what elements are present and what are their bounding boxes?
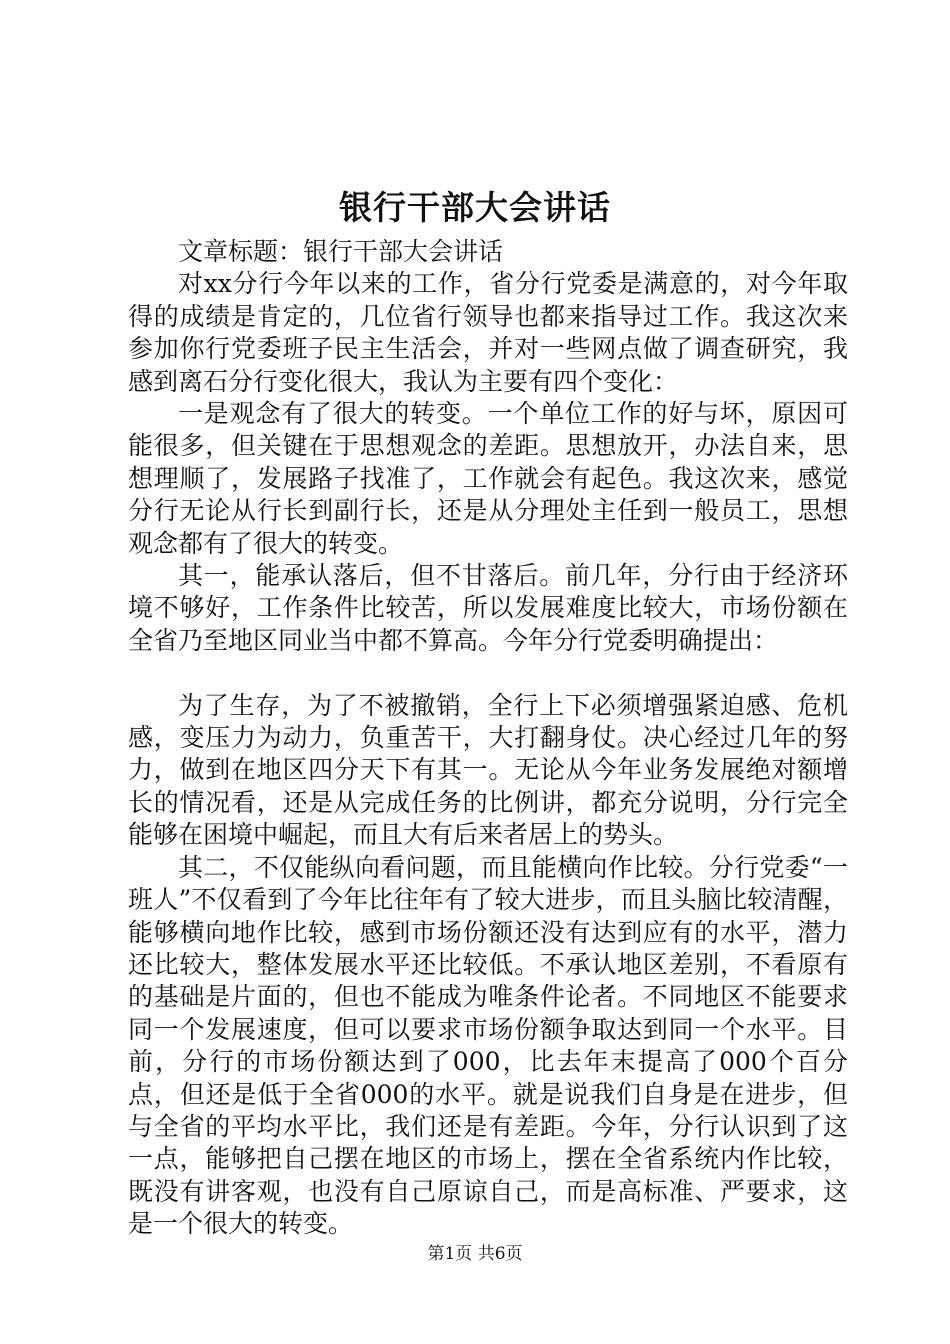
document-body [128, 236, 848, 1241]
paragraph-survival: 为了生存，为了不被撤销，全行上下必须增强紧迫感、危机感，变压力为动力，负重苦干，大打翻身仗。决心经过几年的努力，做到在地区四分天下有其一。无论从今年业务发展绝对额增长的情况看，还是从完成任务的比例讲，都充分说明，分行完全能够在困境中崛起，而且大有后来者居上的势头。 [128, 690, 848, 850]
paragraph-intro: 对xx分行今年以来的工作，省分行党委是满意的，对今年取得的成绩是肯定的，几位省行领导也都来指导过工作。我这次来参加你行党委班子民主生活会，并对一些网点做了调查研究，我感到离石分行变化很大，我认为主要有四个变化： [128, 269, 848, 396]
article-title-line: 文章标题：银行干部大会讲话 [178, 237, 504, 266]
document-title: 银行干部大会讲话 [339, 188, 611, 227]
page-number-footer: 第1页 共6页 [427, 1244, 523, 1264]
paragraph-point-two: 其二，不仅能纵向看问题，而且能横向作比较。分行党委“一班人”不仅看到了今年比往年有了较大进步，而且头脑比较清醒，能够横向地作比较，感到市场份额还没有达到应有的水平，潜力还比较大，整体发展水平还比较低。不承认地区差别，不看原有的基础是片面的，但也不能成为唯条件论者。不同地区不能要求同一个发展速度，但可以要求市场份额争取达到同一个水平。目前，分行的市场份额达到了000，比去年末提高了000个百分点，但还是低于全省000的水平。就是说我们自身是在进步，但与全省的平均水平比，我们还是有差距。今年，分行认识到了这一点，能够把自己摆在地区的市场上，摆在全省系统内作比较，既没有讲客观，也没有自己原谅自己，而是高标准、严要求，这是一个很大的转变。 [128, 852, 848, 1239]
paragraph-point-one: 其一，能承认落后，但不甘落后。前几年，分行由于经济环境不够好，工作条件比较苦，所以发展难度比较大，市场份额在全省乃至地区同业当中都不算高。今年分行党委明确提出： [128, 561, 848, 655]
paragraph-spacer [128, 657, 848, 689]
paragraph-change-one: 一是观念有了很大的转变。一个单位工作的好与坏，原因可能很多，但关键在于思想观念的差距。思想放开，办法自来，思想理顺了，发展路子找准了，工作就会有起色。我这次来，感觉分行无论从行长到副行长，还是从分理处主任到一般员工，思想观念都有了很大的转变。 [128, 399, 848, 558]
